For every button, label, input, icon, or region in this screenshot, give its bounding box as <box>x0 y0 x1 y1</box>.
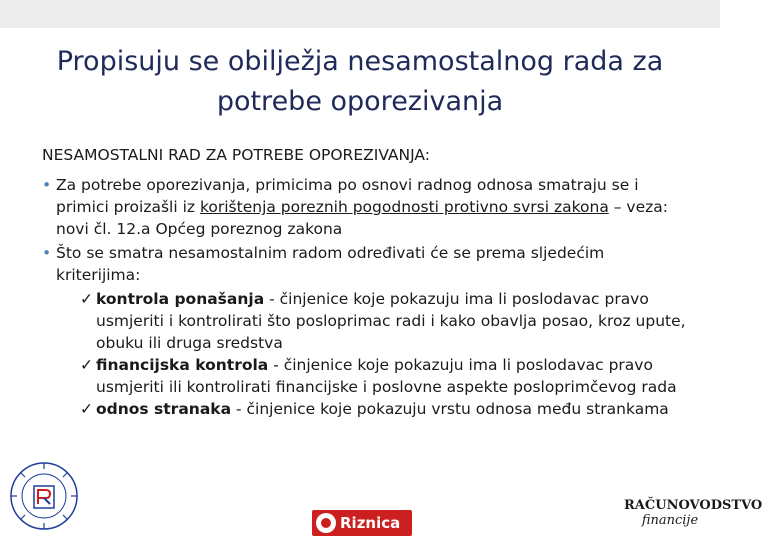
criteria-list <box>40 288 690 420</box>
bullet-text: – veza: novi čl. 12.a Općeg poreznog zakona <box>56 198 668 238</box>
bullet-text: Za potrebe oporezivanja, primicima po osnovi radnog odnosa smatraju se i primici proizašli iz <box>56 176 639 216</box>
racunovodstvo-logo-title: RAČUNOVODSTVO <box>624 498 762 513</box>
racunovodstvo-logo-subtitle: financije <box>641 513 699 528</box>
slide-title-line-1: Propisuju se obilježja nesamostalnog rada za <box>56 46 664 77</box>
criteria-item <box>40 398 690 420</box>
criteria-text: - činjenice koje pokazuju ima li poslodavac pravo usmjeriti i kontrolirati što posloprimac radi i kako obavlja posao, kroz upute, obuku ili druga sredstva <box>96 290 686 352</box>
riznica-seal-icon <box>316 513 336 533</box>
slide-title-line-2: potrebe oporezivanja <box>216 86 504 117</box>
criteria-text: - činjenice koje pokazuju vrstu odnosa među strankama <box>231 400 669 418</box>
criteria-item <box>40 354 690 398</box>
checkmark-icon: ✓ <box>80 356 93 374</box>
racunovodstvo-logo <box>624 498 762 538</box>
riznica-logo <box>312 510 412 536</box>
criteria-title: odnos stranaka <box>96 400 232 418</box>
content-heading: NESAMOSTALNI RAD ZA POTREBE OPOREZIVANJA: <box>42 146 430 164</box>
institute-seal-logo <box>8 460 80 532</box>
criteria-text: - činjenice koje pokazuju ima li poslodavac pravo usmjeriti ili kontrolirati financijske i poslovne aspekte posloprimčevog rada <box>96 356 677 396</box>
criteria-title: kontrola ponašanja <box>96 290 265 308</box>
slide-content <box>40 144 690 420</box>
riznica-logo-text: Riznica <box>340 514 401 532</box>
bullet-item <box>40 242 690 286</box>
bullet-text: Što se smatra nesamostalnim radom određivati će se prema sljedećim kriterijima: <box>56 244 605 284</box>
checkmark-icon: ✓ <box>80 290 93 308</box>
bullet-item <box>40 174 690 240</box>
slide-title <box>40 42 680 122</box>
criteria-title: financijska kontrola <box>96 356 269 374</box>
checkmark-icon: ✓ <box>80 400 93 418</box>
top-bar <box>0 0 720 28</box>
underlined-text: korištenja poreznih pogodnosti protivno svrsi zakona <box>199 198 609 216</box>
criteria-item <box>40 288 690 354</box>
